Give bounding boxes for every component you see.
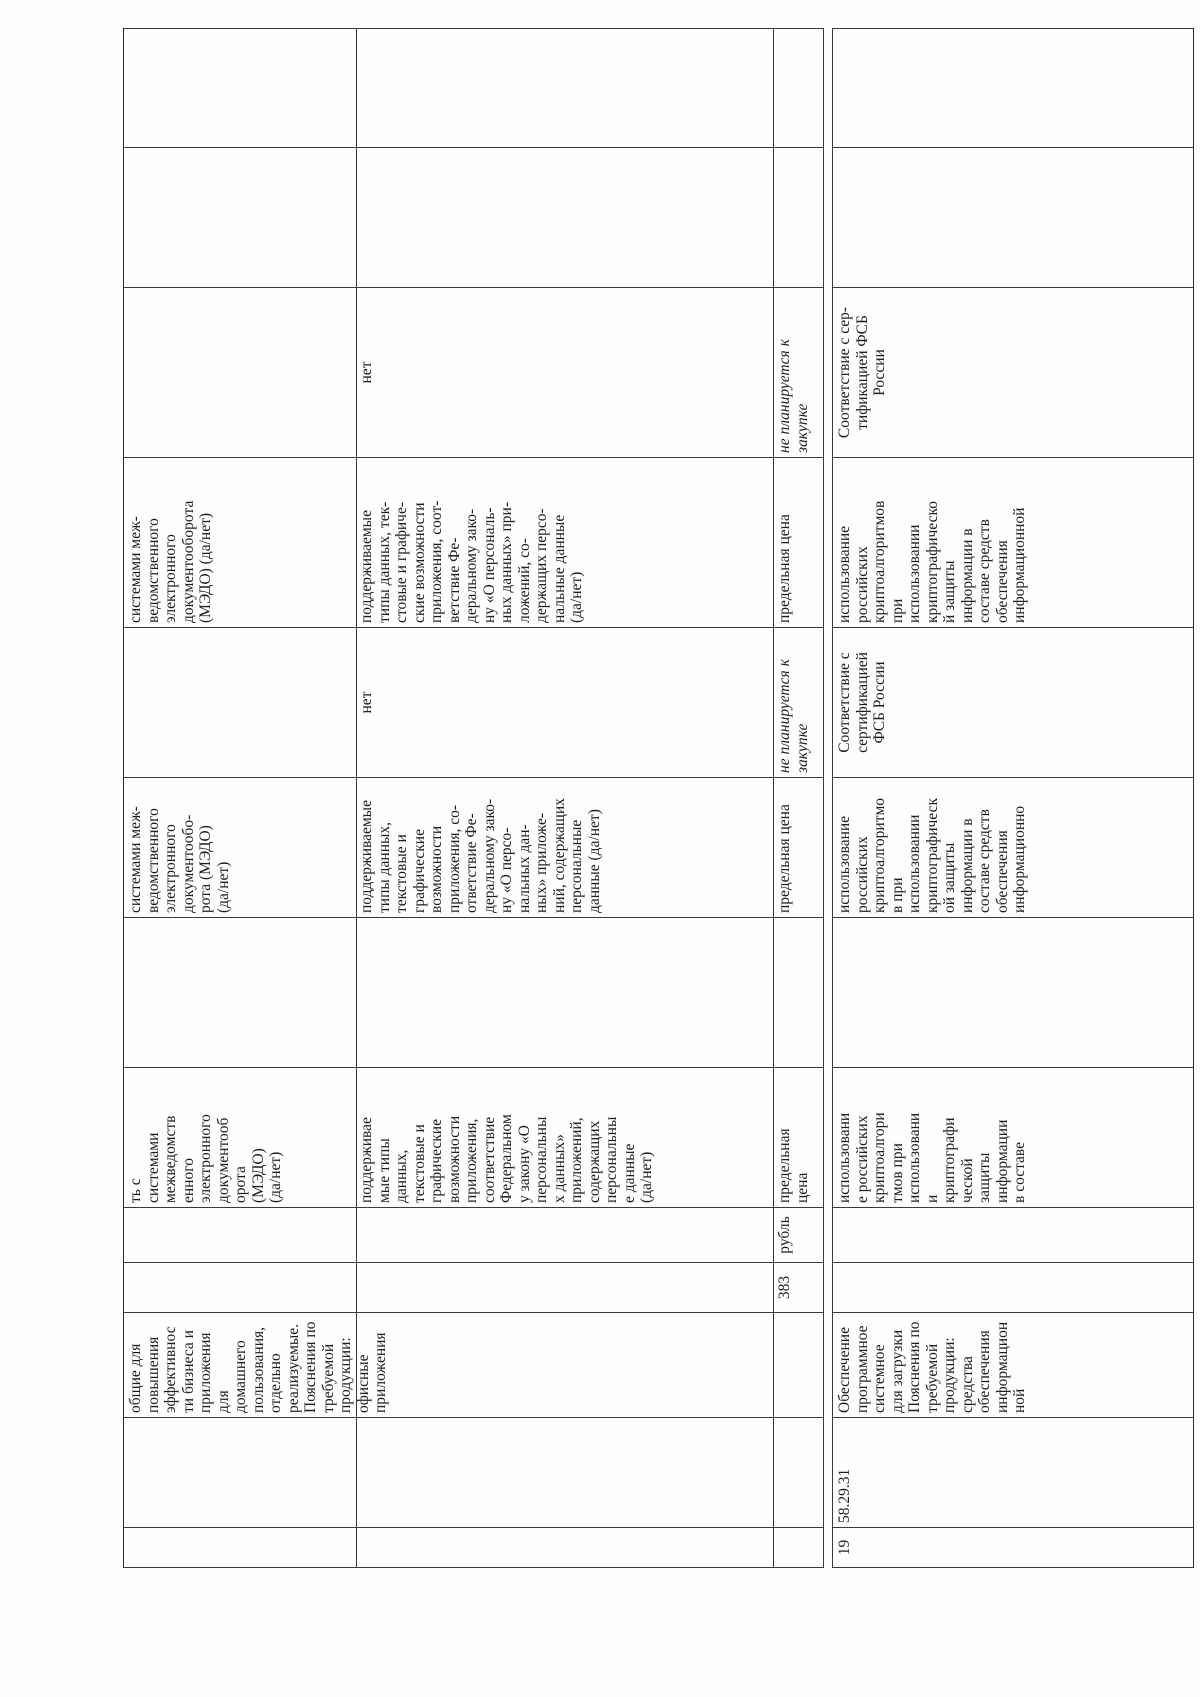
cell-function <box>833 28 1193 148</box>
cell-justification <box>773 148 823 288</box>
cell-other-value: нет <box>355 288 773 458</box>
cell-official-characteristic: поддерживае мые типы данных, текстовые и графические возможности приложения, соответствие Федеральном у закону «О персональны х данных» приложений, содержащих персональны е данные (да/нет) <box>355 1068 773 1208</box>
cell-official-value <box>355 918 773 1068</box>
cell-official-characteristic: предельная цена <box>773 1068 823 1208</box>
cell-highest-characteristic: использование российских криптоалгоритмо в при использовании криптографическ ой защиты информации в составе средств обеспечения информационно <box>833 778 1193 918</box>
cell-okei <box>124 1263 356 1313</box>
cell-other-characteristic: поддерживаемые типы данных, тек- стовые и графиче- ские возможности приложения, соот- ветствие Фе- деральному зако- ну «О персональ- ных данных» при- ложений, со- держащих персо- нальные данные (да/нет) <box>355 458 773 628</box>
table-row-price <box>773 28 824 1568</box>
cell-highest-value: нет <box>355 628 773 778</box>
cell-unit <box>124 1208 356 1263</box>
cell-code <box>773 1418 823 1528</box>
cell-number: 19 <box>833 1528 1193 1568</box>
cell-justification <box>355 148 773 288</box>
cell-official-value <box>124 918 356 1068</box>
cell-description <box>355 1313 773 1418</box>
cell-function <box>124 28 356 148</box>
cell-highest-value <box>124 628 356 778</box>
table-row-data-types <box>355 28 774 1568</box>
cell-okei <box>833 1263 1193 1313</box>
cell-highest-value: не планируется к закупке <box>773 628 823 778</box>
cell-other-characteristic: системами меж- ведомственного электронного документооборота (МЭДО) (да/нет) <box>124 458 356 628</box>
cell-description: общие для повышения эффективнос ти бизнеса и приложения для домашнего пользования, отдельно реализуемые. Пояснения по требуемой продукции: офисные приложения <box>124 1313 356 1418</box>
cell-highest-characteristic: предельная цена <box>773 778 823 918</box>
cell-code <box>355 1418 773 1528</box>
cell-function <box>355 28 773 148</box>
cell-unit <box>833 1208 1193 1263</box>
cell-description <box>773 1313 823 1418</box>
cell-official-value <box>773 918 823 1068</box>
cell-official-characteristic: использовани е российских криптоалгори тмов при использовани и криптографи ческой защиты информации в составе <box>833 1068 1193 1208</box>
cell-other-characteristic: предельная цена <box>773 458 823 628</box>
cell-unit <box>355 1208 773 1263</box>
cell-other-value <box>124 288 356 458</box>
cell-justification <box>124 148 356 288</box>
cell-other-value: не планируется к закупке <box>773 288 823 458</box>
cell-justification <box>833 148 1193 288</box>
cell-okei-code: 383 <box>773 1263 823 1313</box>
cell-code: 58.29.31 <box>833 1418 1193 1528</box>
table-row-continuation <box>123 28 389 1568</box>
item-19-block <box>832 28 1192 1568</box>
cell-highest-characteristic: поддерживаемые типы данных, текстовые и графические возможности приложения, со- ответствие Фе- деральному зако- ну «О персо- нальных дан- ных» приложе- ний, содержащих персональные данные (да/нет) <box>355 778 773 918</box>
cell-number <box>773 1528 823 1568</box>
cell-highest-value: Соответствие с сертификацией ФСБ России <box>833 628 1193 778</box>
cell-description: Обеспечение программное системное для загрузки Пояснения по требуемой продукции: средства обеспечения информацион ной <box>833 1313 1193 1418</box>
cell-code <box>124 1418 356 1528</box>
cell-other-value: Соответствие с сер- тификацией ФСБ России <box>833 288 1193 458</box>
characteristics-table <box>123 28 838 1568</box>
cell-number <box>124 1528 356 1568</box>
cell-number <box>355 1528 773 1568</box>
cell-function <box>773 28 823 148</box>
table-row-item-19 <box>832 28 1194 1568</box>
cell-okei <box>355 1263 773 1313</box>
cell-official-characteristic: ть с системами межведомств енного электронного документооб орота (МЭДО) (да/нет) <box>124 1068 356 1208</box>
cell-unit-name: рубль <box>773 1208 823 1263</box>
cell-other-characteristic: использование российских криптоалгоритмов при использовании криптографическо й защиты информации в составе средств обеспечения информационной <box>833 458 1193 628</box>
cell-highest-characteristic: системами меж- ведомственного электронного документообо- рота (МЭДО) (да/нет) <box>124 778 356 918</box>
cell-official-value <box>833 918 1193 1068</box>
